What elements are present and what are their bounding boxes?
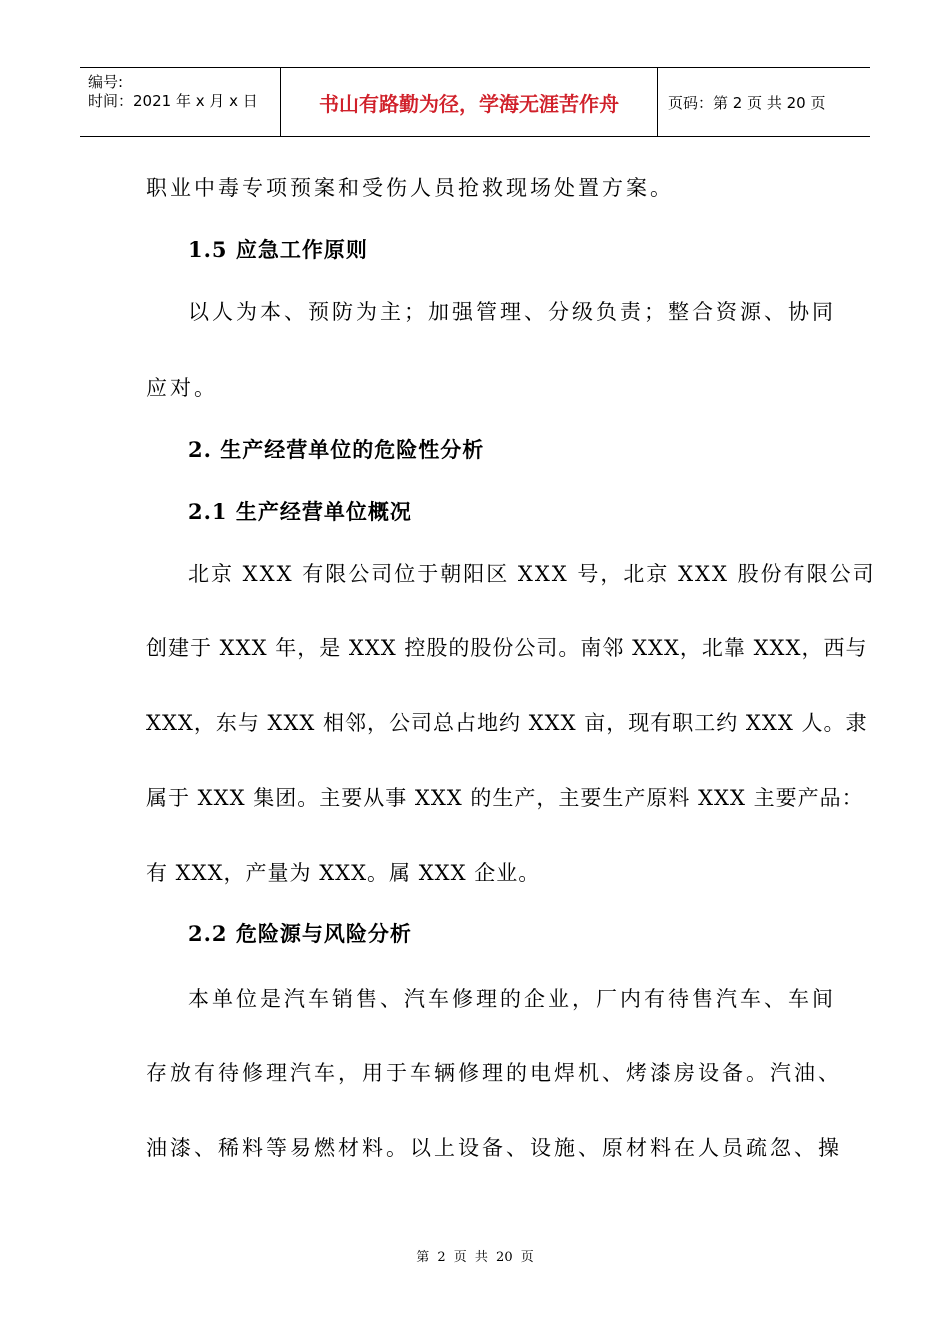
- body-line: 存放有待修理汽车，用于车辆修理的电焊机、烤漆房设备。汽油、: [146, 1061, 842, 1085]
- body-line: 属于 XXX 集团。主要从事 XXX 的生产，主要生产原料 XXX 主要产品：: [146, 786, 864, 810]
- body-line: XXX，东与 XXX 相邻，公司总占地约 XXX 亩，现有职工约 XXX 人。隶: [146, 711, 868, 735]
- header-meta-cell: [80, 68, 281, 136]
- section-heading: 2. 生产经营单位的危险性分析: [188, 437, 485, 462]
- body-line: 有 XXX，产量为 XXX。属 XXX 企业。: [146, 861, 541, 885]
- document-header: [80, 67, 870, 137]
- body-line: 以人为本、预防为主；加强管理、分级负责；整合资源、协同: [188, 300, 836, 324]
- section-heading: 2.2 危险源与风险分析: [188, 921, 412, 946]
- document-number-label: 编号:: [88, 73, 124, 91]
- section-heading: 2.1 生产经营单位概况: [188, 499, 412, 524]
- header-page-info: 页码：第 2 页 共 20 页: [668, 93, 826, 112]
- body-line: 创建于 XXX 年，是 XXX 控股的股份公司。南邻 XXX，北靠 XXX，西与: [146, 636, 868, 660]
- document-time-label: 时间：2021 年 x 月 x 日: [88, 92, 258, 110]
- body-line: 北京 XXX 有限公司位于朝阳区 XXX 号，北京 XXX 股份有限公司: [188, 562, 876, 586]
- body-line: 油漆、稀料等易燃材料。以上设备、设施、原材料在人员疏忽、操: [146, 1136, 842, 1160]
- page-footer: 第 2 页 共 20 页: [416, 1250, 534, 1265]
- body-line: 职业中毒专项预案和受伤人员抢救现场处置方案。: [146, 176, 674, 200]
- body-line: 本单位是汽车销售、汽车修理的企业，厂内有待售汽车、车间: [188, 987, 836, 1011]
- body-line: 应对。: [146, 376, 218, 400]
- section-heading: 1.5 应急工作原则: [188, 237, 368, 262]
- header-motto: 书山有路勤为径，学海无涯苦作舟: [281, 68, 658, 136]
